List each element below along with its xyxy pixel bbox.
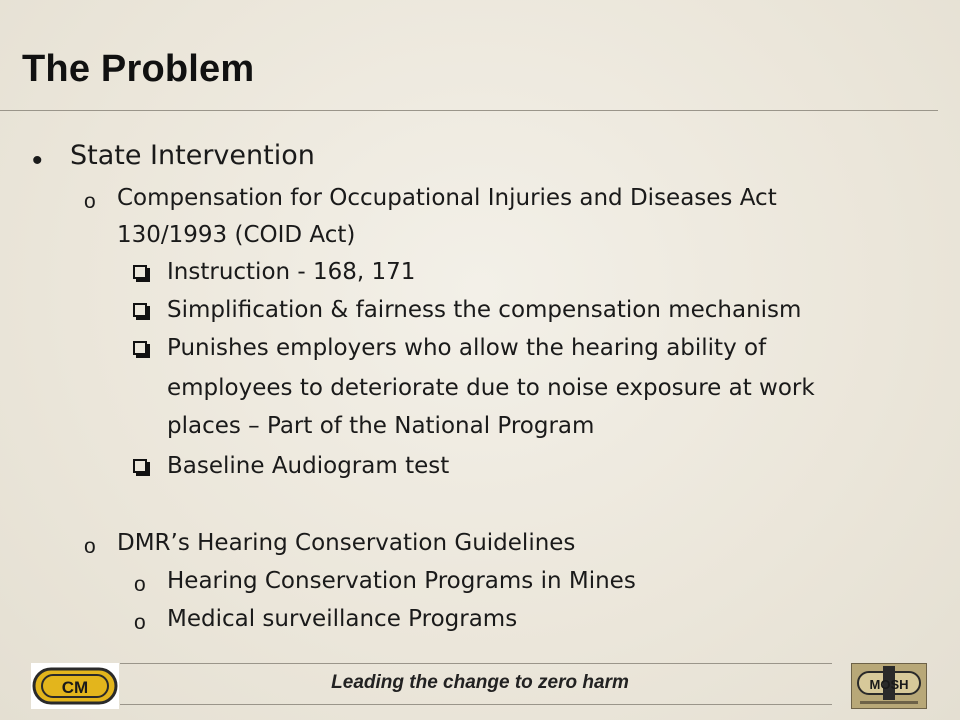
bullet-medical-surveillance: Medical surveillance Programs bbox=[167, 606, 518, 632]
cm-logo-icon bbox=[31, 663, 119, 709]
bullet-dmr-guidelines: DMR’s Hearing Conservation Guidelines bbox=[117, 530, 576, 556]
bullet-baseline-audiogram: Baseline Audiogram test bbox=[167, 453, 450, 479]
bullet-circle-icon: o bbox=[134, 573, 146, 596]
footer-tagline: Leading the change to zero harm bbox=[331, 672, 629, 693]
checkbox-bullet-icon bbox=[133, 303, 147, 317]
mosh-logo-text: MOSH bbox=[869, 677, 909, 692]
bullet-circle-icon: o bbox=[84, 190, 96, 213]
checkbox-bullet-icon bbox=[133, 341, 147, 355]
bullet-circle-icon: o bbox=[134, 611, 146, 634]
checkbox-bullet-icon bbox=[133, 459, 147, 473]
bullet-instruction: Instruction - 168, 171 bbox=[167, 259, 416, 285]
checkbox-bullet-icon bbox=[133, 265, 147, 279]
mosh-logo-icon bbox=[851, 663, 927, 709]
bullet-punishes-line3: places – Part of the National Program bbox=[167, 413, 595, 439]
bullet-punishes-line1: Punishes employers who allow the hearing ability of bbox=[167, 335, 767, 361]
bullet-state-intervention: State Intervention bbox=[70, 140, 315, 171]
bullet-coid-act-line1: Compensation for Occupational Injuries and Diseases Act bbox=[117, 185, 777, 211]
slide-title: The Problem bbox=[22, 48, 255, 90]
bullet-coid-act-line2: 130/1993 (COID Act) bbox=[117, 222, 356, 248]
cm-logo-text: CM bbox=[61, 678, 89, 697]
bullet-dot-icon: • bbox=[32, 144, 43, 177]
bullet-simplification: Simplification & fairness the compensation mechanism bbox=[167, 297, 802, 323]
bullet-circle-icon: o bbox=[84, 535, 96, 558]
footer-bottom-rule bbox=[120, 704, 832, 705]
footer-top-rule bbox=[120, 663, 832, 664]
bullet-hcp-mines: Hearing Conservation Programs in Mines bbox=[167, 568, 636, 594]
bullet-punishes-line2: employees to deteriorate due to noise exposure at work bbox=[167, 375, 815, 401]
